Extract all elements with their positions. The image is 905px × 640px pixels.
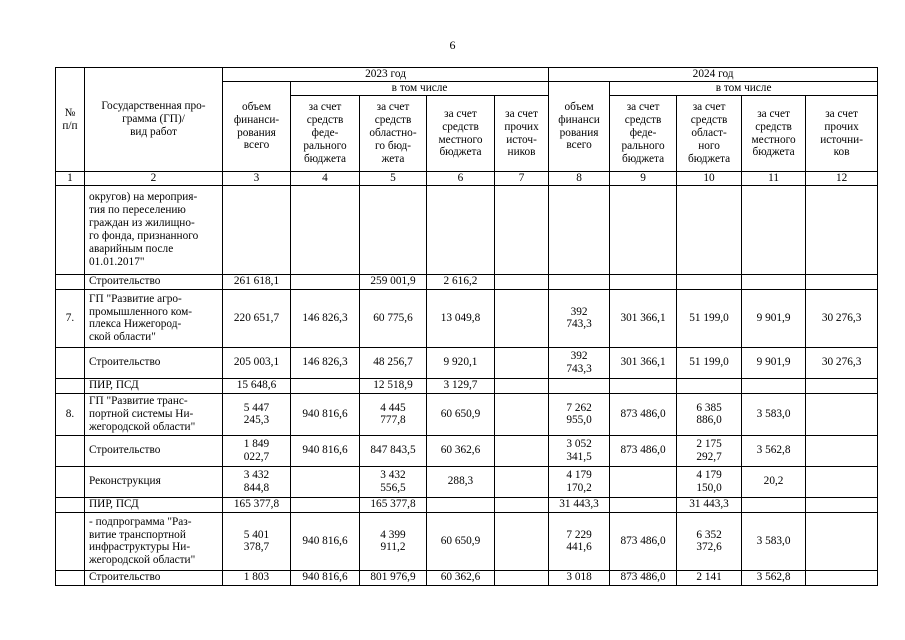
row-value: 5 447 245,3 [223,393,291,435]
row-value: 2 175 292,7 [677,435,742,466]
row-value: 3 129,7 [427,378,495,393]
row-value: 51 199,0 [677,347,742,378]
row-value [806,378,878,393]
row-number [56,185,85,274]
row-value [360,185,427,274]
row-value [223,185,291,274]
row-value [495,378,549,393]
column-number: 5 [360,172,427,186]
row-value: 5 401 378,7 [223,512,291,570]
row-number [56,378,85,393]
row-value [610,466,677,497]
row-value [549,378,610,393]
row-number [56,466,85,497]
row-value [495,466,549,497]
header-incl-2023: в том числе [291,82,549,96]
table-row [56,393,878,435]
row-value: 1 849 022,7 [223,435,291,466]
table-row [56,347,878,378]
row-name: Строительство [85,347,223,378]
row-value [806,466,878,497]
header-reg-2024: за счет средств област- ного бюджета [677,96,742,172]
row-value: 6 352 372,6 [677,512,742,570]
row-value [806,185,878,274]
column-number: 8 [549,172,610,186]
row-value: 20,2 [742,466,806,497]
row-value: 4 179 170,2 [549,466,610,497]
row-value: 940 816,6 [291,512,360,570]
row-number [56,512,85,570]
row-value: 3 583,0 [742,393,806,435]
row-number [56,570,85,585]
row-value [549,274,610,289]
header-fed-2024: за счет средств феде- рального бюджета [610,96,677,172]
row-value [291,185,360,274]
row-value: 9 901,9 [742,289,806,347]
row-value: 7 229 441,6 [549,512,610,570]
row-value [610,185,677,274]
row-value [291,378,360,393]
row-name: Реконструкция [85,466,223,497]
row-value [677,274,742,289]
row-value: 847 843,5 [360,435,427,466]
row-value: 6 385 886,0 [677,393,742,435]
table-row [56,274,878,289]
row-value [495,274,549,289]
table-row [56,466,878,497]
row-value: 873 486,0 [610,435,677,466]
column-number: 9 [610,172,677,186]
table-row [56,289,878,347]
row-value: 9 901,9 [742,347,806,378]
table-row [56,512,878,570]
row-value [610,274,677,289]
row-value: 873 486,0 [610,393,677,435]
row-value [495,289,549,347]
header-incl-2024: в том числе [610,82,878,96]
column-number: 4 [291,172,360,186]
row-value: 146 826,3 [291,347,360,378]
row-name: ПИР, ПСД [85,497,223,512]
row-value [742,497,806,512]
row-value: 12 518,9 [360,378,427,393]
row-value: 220 651,7 [223,289,291,347]
header-oth-2023: за счет прочих источ- ников [495,96,549,172]
row-value: 146 826,3 [291,289,360,347]
page-number: 6 [449,38,456,52]
row-value: 801 976,9 [360,570,427,585]
table-row [56,497,878,512]
row-value: 3 562,8 [742,435,806,466]
row-number [56,347,85,378]
row-name: Строительство [85,435,223,466]
row-value: 3 562,8 [742,570,806,585]
row-value [549,185,610,274]
row-value: 60 362,6 [427,570,495,585]
row-value: 51 199,0 [677,289,742,347]
row-value: 3 018 [549,570,610,585]
table-row [56,570,878,585]
row-value: 3 432 556,5 [360,466,427,497]
row-name: ГП "Развитие транс- портной системы Ни- жегородской области" [85,393,223,435]
row-value: 31 443,3 [549,497,610,512]
row-number: 7. [56,289,85,347]
row-value: 13 049,8 [427,289,495,347]
row-value: 392 743,3 [549,289,610,347]
column-number-row [56,172,878,186]
row-value [742,378,806,393]
row-number [56,497,85,512]
row-value: 165 377,8 [360,497,427,512]
row-value: 259 001,9 [360,274,427,289]
row-value [495,347,549,378]
row-value [742,274,806,289]
row-value: 1 803 [223,570,291,585]
row-value [495,570,549,585]
row-value [677,185,742,274]
header-loc-2024: за счет средств местного бюджета [742,96,806,172]
row-name: ГП "Развитие агро- промышленного ком- плекса Нижегород- ской области" [85,289,223,347]
funding-table [55,67,878,586]
row-value: 31 443,3 [677,497,742,512]
row-value [610,378,677,393]
row-name: округов) на мероприя- тия по переселению граждан из жилищно- го фонда, признанного аварийным после 01.01.2017" [85,185,223,274]
header-total-2023: объем финанси- рования всего [223,82,291,172]
row-value: 301 366,1 [610,289,677,347]
row-value [495,497,549,512]
row-value: 3 432 844,8 [223,466,291,497]
row-name: - подпрограмма "Раз- витие транспортной инфраструктуры Ни- жегородской области" [85,512,223,570]
row-value [677,378,742,393]
column-number: 3 [223,172,291,186]
header-oth-2024: за счет прочих источни- ков [806,96,878,172]
table-row [56,378,878,393]
column-number: 11 [742,172,806,186]
column-number: 1 [56,172,85,186]
row-value: 9 920,1 [427,347,495,378]
row-value: 301 366,1 [610,347,677,378]
row-value: 165 377,8 [223,497,291,512]
row-value: 7 262 955,0 [549,393,610,435]
row-value [495,512,549,570]
header-num: № п/п [56,68,85,172]
row-number [56,274,85,289]
row-value [291,497,360,512]
table-row [56,185,878,274]
header-program: Государственная про- грамма (ГП)/ вид работ [85,68,223,172]
row-value: 30 276,3 [806,289,878,347]
row-value [495,185,549,274]
row-value [806,497,878,512]
column-number: 7 [495,172,549,186]
row-value [806,512,878,570]
row-value [291,274,360,289]
row-value: 60 775,6 [360,289,427,347]
row-value [495,393,549,435]
row-value [495,435,549,466]
row-value: 60 650,9 [427,393,495,435]
row-value [291,466,360,497]
row-value: 4 179 150,0 [677,466,742,497]
header-year-2023: 2023 год [223,68,549,82]
column-number: 10 [677,172,742,186]
row-value: 15 648,6 [223,378,291,393]
row-number [56,435,85,466]
column-number: 6 [427,172,495,186]
row-value [742,185,806,274]
row-value: 60 362,6 [427,435,495,466]
row-value [806,393,878,435]
row-value [610,497,677,512]
row-value [806,274,878,289]
row-value: 873 486,0 [610,512,677,570]
row-name: Строительство [85,570,223,585]
row-value: 2 141 [677,570,742,585]
row-number: 8. [56,393,85,435]
row-name: Строительство [85,274,223,289]
row-value: 2 616,2 [427,274,495,289]
row-value: 48 256,7 [360,347,427,378]
column-number: 12 [806,172,878,186]
row-value: 30 276,3 [806,347,878,378]
row-value [427,497,495,512]
row-value: 392 743,3 [549,347,610,378]
row-value: 940 816,6 [291,393,360,435]
row-value: 3 052 341,5 [549,435,610,466]
row-value: 4 445 777,8 [360,393,427,435]
header-fed-2023: за счет средств феде- рального бюджета [291,96,360,172]
column-number: 2 [85,172,223,186]
header-year-2024: 2024 год [549,68,878,82]
row-value: 873 486,0 [610,570,677,585]
header-total-2024: объем финанси рования всего [549,82,610,172]
row-value: 940 816,6 [291,435,360,466]
row-value: 4 399 911,2 [360,512,427,570]
row-value [806,570,878,585]
header-loc-2023: за счет средств местного бюджета [427,96,495,172]
row-value: 60 650,9 [427,512,495,570]
table-row [56,435,878,466]
row-value: 205 003,1 [223,347,291,378]
row-value: 3 583,0 [742,512,806,570]
row-name: ПИР, ПСД [85,378,223,393]
header-reg-2023: за счет средств областно- го бюд- жета [360,96,427,172]
row-value [806,435,878,466]
row-value [427,185,495,274]
row-value: 261 618,1 [223,274,291,289]
row-value: 940 816,6 [291,570,360,585]
row-value: 288,3 [427,466,495,497]
